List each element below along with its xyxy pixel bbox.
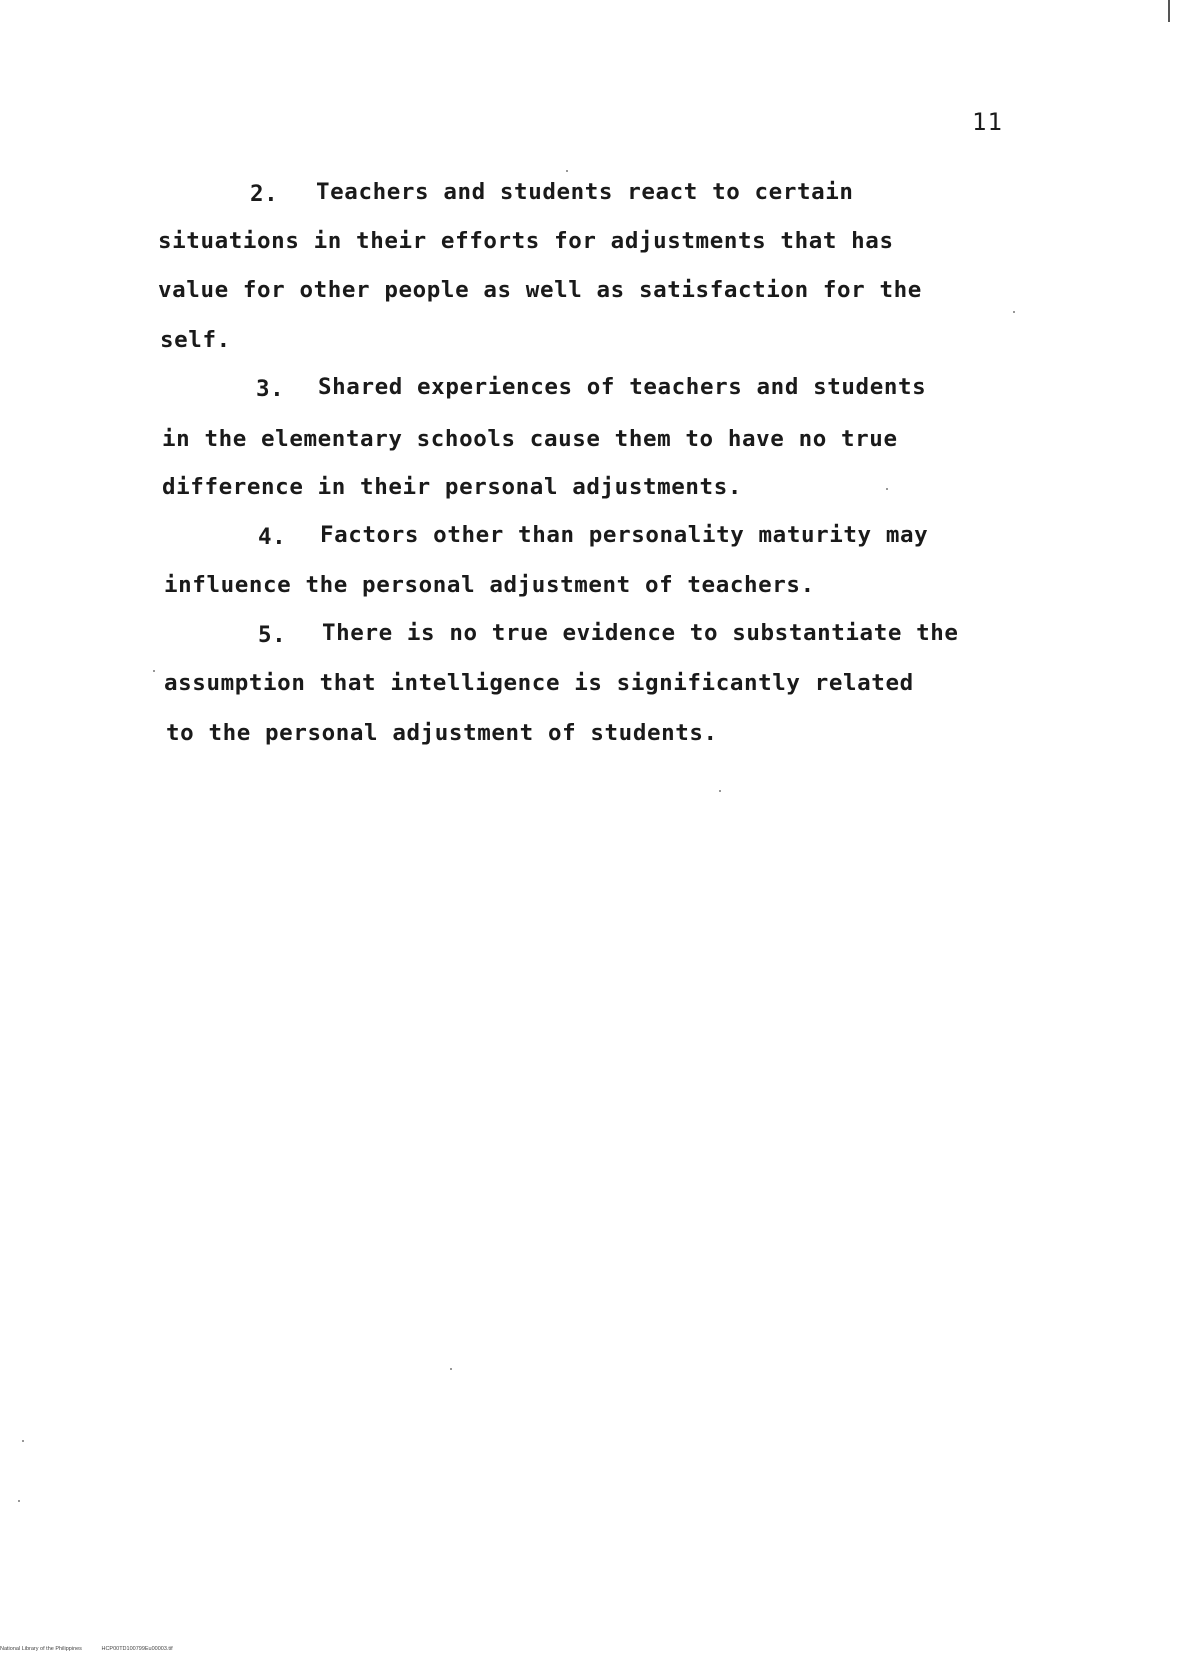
scan-speck — [153, 670, 155, 672]
list-item-line: value for other people as well as satisfaction for the — [158, 277, 922, 303]
list-item-line: Factors other than personality maturity may — [320, 522, 929, 548]
list-item-line: self. — [160, 327, 231, 353]
list-item-line: difference in their personal adjustments. — [162, 474, 742, 500]
list-item-number: 4. — [258, 524, 287, 550]
scan-speck — [18, 1500, 20, 1502]
scan-speck — [450, 1368, 452, 1370]
list-item-number: 3. — [256, 376, 285, 402]
scan-footer — [0, 1646, 191, 1652]
list-item-line: to the personal adjustment of students. — [166, 720, 718, 746]
list-item-line: influence the personal adjustment of teachers. — [164, 572, 815, 598]
list-item-number: 2. — [250, 181, 279, 207]
list-item-line: assumption that intelligence is significantly related — [164, 670, 914, 696]
scan-speck — [719, 790, 721, 792]
scan-edge-mark — [1168, 0, 1170, 22]
scan-speck — [566, 170, 568, 172]
list-item-line: Teachers and students react to certain — [316, 179, 854, 205]
list-item-line: situations in their efforts for adjustments that has — [158, 228, 894, 254]
page-number: 11 — [972, 108, 1003, 136]
scan-speck — [22, 1440, 24, 1442]
footer-library: National Library of the Philippines — [0, 1646, 82, 1652]
list-item-number: 5. — [258, 622, 287, 648]
footer-file-id: HCP00TD100799Eu00003.tif — [101, 1646, 173, 1652]
list-item-line: in the elementary schools cause them to have no true — [162, 426, 898, 452]
scan-speck — [886, 488, 888, 490]
scan-speck — [1013, 311, 1015, 313]
list-item-line: There is no true evidence to substantiate the — [322, 620, 959, 646]
list-item-line: Shared experiences of teachers and students — [318, 374, 927, 400]
